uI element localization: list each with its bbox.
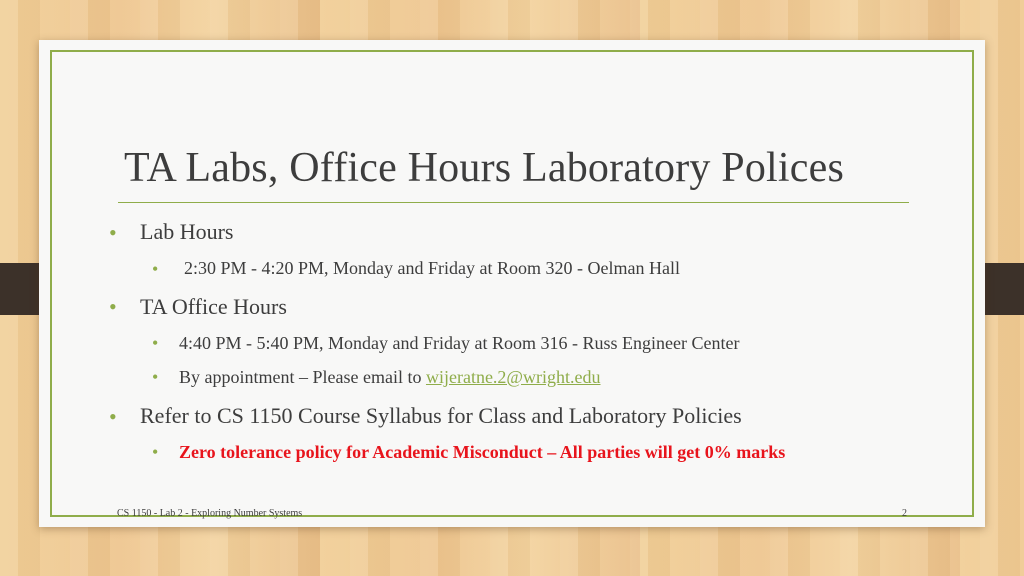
- bullet-icon: •: [152, 259, 159, 279]
- bullet-icon: •: [109, 404, 117, 429]
- bullet-icon: •: [152, 442, 159, 462]
- bullet-lab-hours-time: 2:30 PM - 4:20 PM, Monday and Friday at Room 320 - Oelman Hall: [184, 258, 680, 278]
- slide-body: [39, 40, 985, 527]
- bullet-lab-hours: Lab Hours: [140, 219, 234, 244]
- slide-number: 2: [902, 508, 907, 519]
- slide-title: TA Labs, Office Hours Laboratory Polices: [124, 145, 845, 191]
- bullet-icon: •: [109, 294, 117, 319]
- appointment-text: By appointment – Please email to: [179, 367, 426, 387]
- bullet-ta-office-hours: TA Office Hours: [140, 294, 287, 319]
- bullet-icon: •: [152, 333, 159, 353]
- bullet-syllabus: Refer to CS 1150 Course Syllabus for Class and Laboratory Policies: [140, 403, 742, 428]
- bullet-office-hours-time: 4:40 PM - 5:40 PM, Monday and Friday at Room 316 - Russ Engineer Center: [179, 333, 740, 353]
- bullet-appointment: [179, 367, 601, 388]
- bullet-misconduct-warning: Zero tolerance policy for Academic Misconduct – All parties will get 0% marks: [179, 442, 786, 462]
- bullet-icon: •: [109, 220, 117, 245]
- email-link[interactable]: wijeratne.2@wright.edu: [425, 367, 601, 387]
- footer-course-label: CS 1150 - Lab 2 - Exploring Number Systems: [117, 508, 303, 519]
- bullet-icon: •: [152, 367, 159, 387]
- slide-card: [39, 40, 985, 527]
